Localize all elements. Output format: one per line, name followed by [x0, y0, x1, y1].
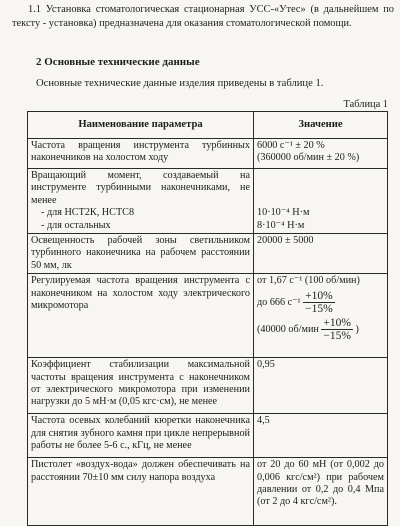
row-param: Регулируемая частота вращения инструмента с наконечником на холостом ходу электрического микромотора	[28, 274, 254, 358]
table-caption: Таблица 1	[343, 99, 388, 110]
row-value: 4,5	[254, 414, 388, 458]
tolerance-minus: −15%	[305, 302, 333, 315]
row-value: от 20 до 60 мН (от 0,002 до 0,006 кгс/см²) при рабочем давлении от 0,2 до 0,4 Мпа (от 2 до 4 кгс/см²).	[254, 458, 388, 526]
value-prefix: до 666 с⁻¹	[257, 296, 301, 308]
row-param: Коэффициент стабилизации максимальной частоты вращения инструмента с наконечником от электрического микромотора при изменении нагрузки до 5 мН·м (0,05 кгс·см), не менее	[28, 358, 254, 414]
table-row	[28, 169, 388, 234]
value-line	[257, 317, 384, 342]
table-row	[28, 358, 388, 414]
row-value	[254, 274, 388, 358]
tolerance-minus: −15%	[323, 329, 351, 342]
table-header-row	[28, 112, 388, 139]
row-param-text: Вращающий момент, создаваемый на инструменте турбинными наконечниками, не менее	[31, 170, 250, 206]
row-value: 0,95	[254, 358, 388, 414]
section-heading: 2 Основные технические данные	[36, 56, 200, 68]
table-row	[28, 414, 388, 458]
tolerance-plus: +10%	[323, 316, 351, 329]
lead-text: Основные технические данные изделия приведены в таблице 1.	[36, 78, 324, 89]
intro-paragraph: 1.1 Установка стоматологическая стационарная УСС-«Утес» (в дальнейшем по тексту - установка) предназначена для оказания стоматологической помощи.	[12, 4, 394, 29]
tolerance-fraction	[321, 317, 353, 342]
row-param: Частота вращения инструмента турбинных наконечников на холостом ходу	[28, 139, 254, 169]
table-row	[28, 274, 388, 358]
value-line: (360000 об/мин ± 20 %)	[257, 152, 360, 164]
row-param-sub: - для остальных	[41, 219, 111, 231]
value-line: 6000 с⁻¹ ± 20 %	[257, 140, 325, 151]
tolerance-fraction	[303, 290, 335, 315]
row-param: Частота осевых колебаний кюретки наконечника для снятия зубного камня при цикле непрерывной работы не более 5-6 с., кГц, не менее	[28, 414, 254, 458]
value-line: 8·10⁻⁴ Н·м	[257, 219, 305, 231]
row-value: 20000 ± 5000	[254, 234, 388, 274]
table-row	[28, 458, 388, 526]
value-line: от 1,67 с⁻¹ (100 об/мин)	[257, 275, 360, 287]
row-value	[254, 169, 388, 234]
table-row	[28, 139, 388, 169]
row-value	[254, 139, 388, 169]
tolerance-plus: +10%	[305, 289, 333, 302]
value-line: 10·10⁻⁴ Н·м	[257, 207, 310, 219]
value-line	[257, 290, 384, 315]
row-param: Пистолет «воздух-вода» должен обеспечивать на расстоянии 70±10 мм силу напора воздуха	[28, 458, 254, 526]
row-param-sub: - для НСТ2К, НСТС8	[41, 207, 135, 219]
value-suffix: )	[355, 323, 359, 335]
row-param: Освещенность рабочей зоны светильником турбинного наконечника на рабочем расстоянии 50 мм, лк	[28, 234, 254, 274]
value-prefix: (40000 об/мин	[257, 323, 319, 335]
header-value: Значение	[254, 112, 388, 139]
header-param: Наименование параметра	[28, 112, 254, 139]
table-row	[28, 234, 388, 274]
row-param	[28, 169, 254, 234]
specs-table	[27, 111, 388, 526]
